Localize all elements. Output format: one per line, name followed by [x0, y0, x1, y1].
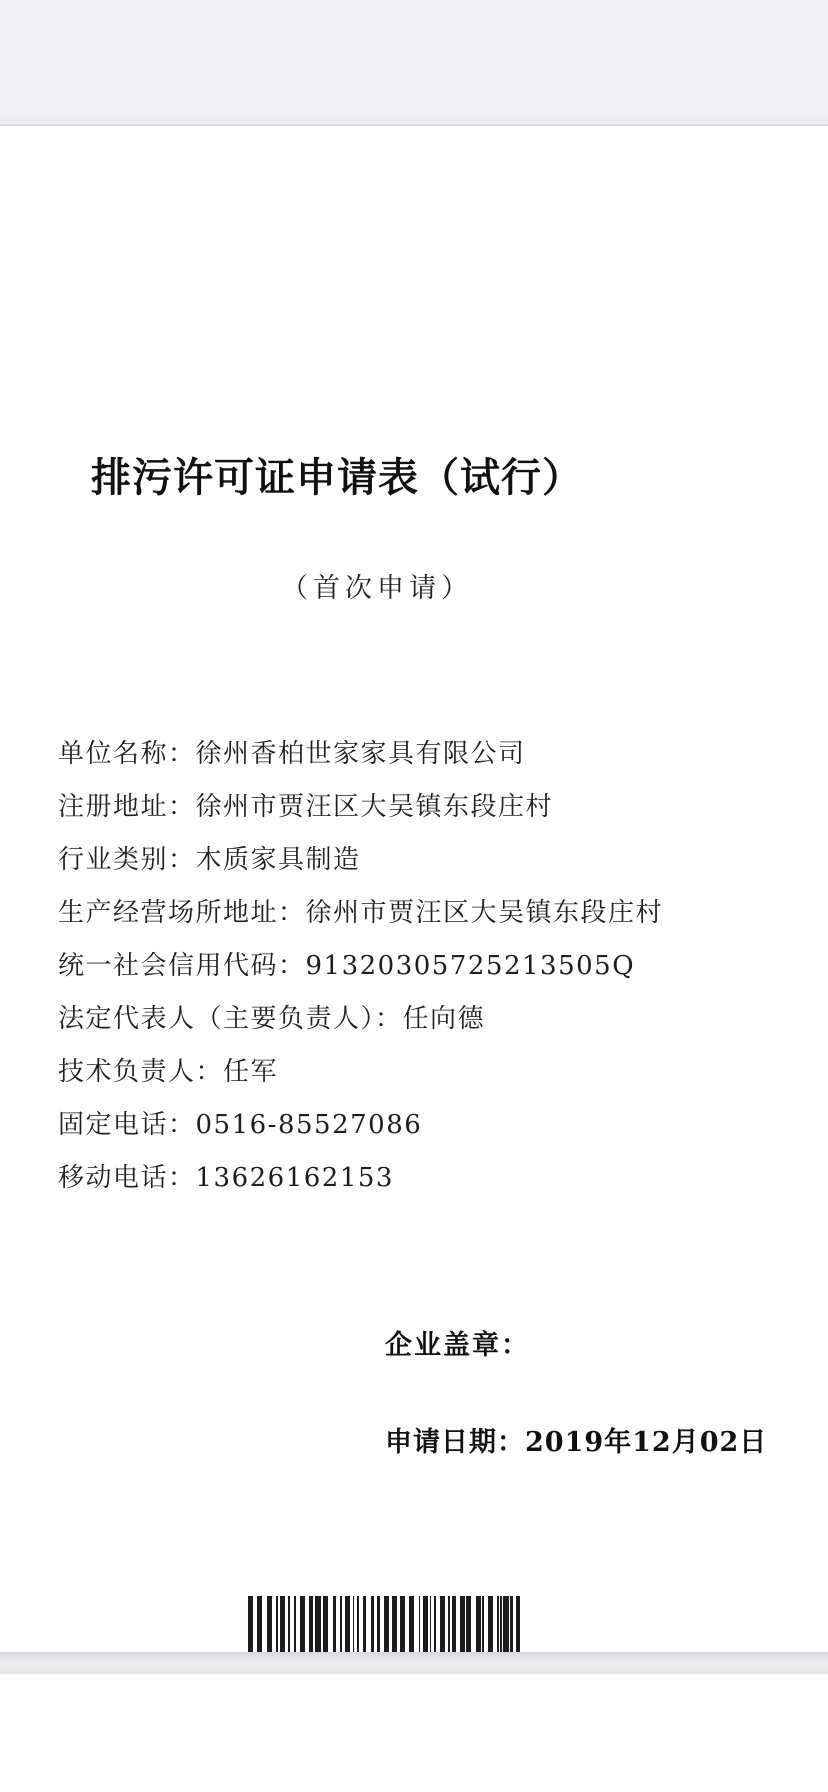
barcode-bars: [248, 1596, 520, 1658]
page-separator: [0, 1652, 828, 1674]
page-subtitle: （首次申请）: [281, 573, 473, 604]
field-row: 技术负责人：任军: [58, 1057, 279, 1087]
application-date-line: [385, 1420, 767, 1459]
next-page-edge: [0, 1674, 828, 1792]
field-row: 移动电话：13626162153: [58, 1163, 394, 1193]
document-page: [0, 128, 828, 1652]
page-title: 排污许可证申请表（试行）: [91, 456, 583, 500]
field-row: 固定电话：0516-85527086: [58, 1110, 423, 1140]
application-date-value: 2019年12月02日: [525, 1427, 768, 1458]
field-row: 生产经营场所地址：徐州市贾汪区大吴镇东段庄村: [58, 898, 664, 928]
field-row: 单位名称：徐州香柏世家家具有限公司: [58, 739, 526, 769]
field-row: 行业类别：木质家具制造: [58, 845, 361, 875]
field-row: 法定代表人（主要负责人）：任向德: [58, 1004, 486, 1034]
company-seal-label: 企业盖章：: [385, 1330, 530, 1361]
viewer-top-chrome: [0, 0, 828, 126]
application-date-label: 申请日期：: [385, 1427, 525, 1458]
field-list: [58, 728, 778, 1205]
field-row: 统一社会信用代码：91320305725213505Q: [58, 951, 636, 981]
field-row: 注册地址：徐州市贾汪区大吴镇东段庄村: [58, 792, 554, 822]
